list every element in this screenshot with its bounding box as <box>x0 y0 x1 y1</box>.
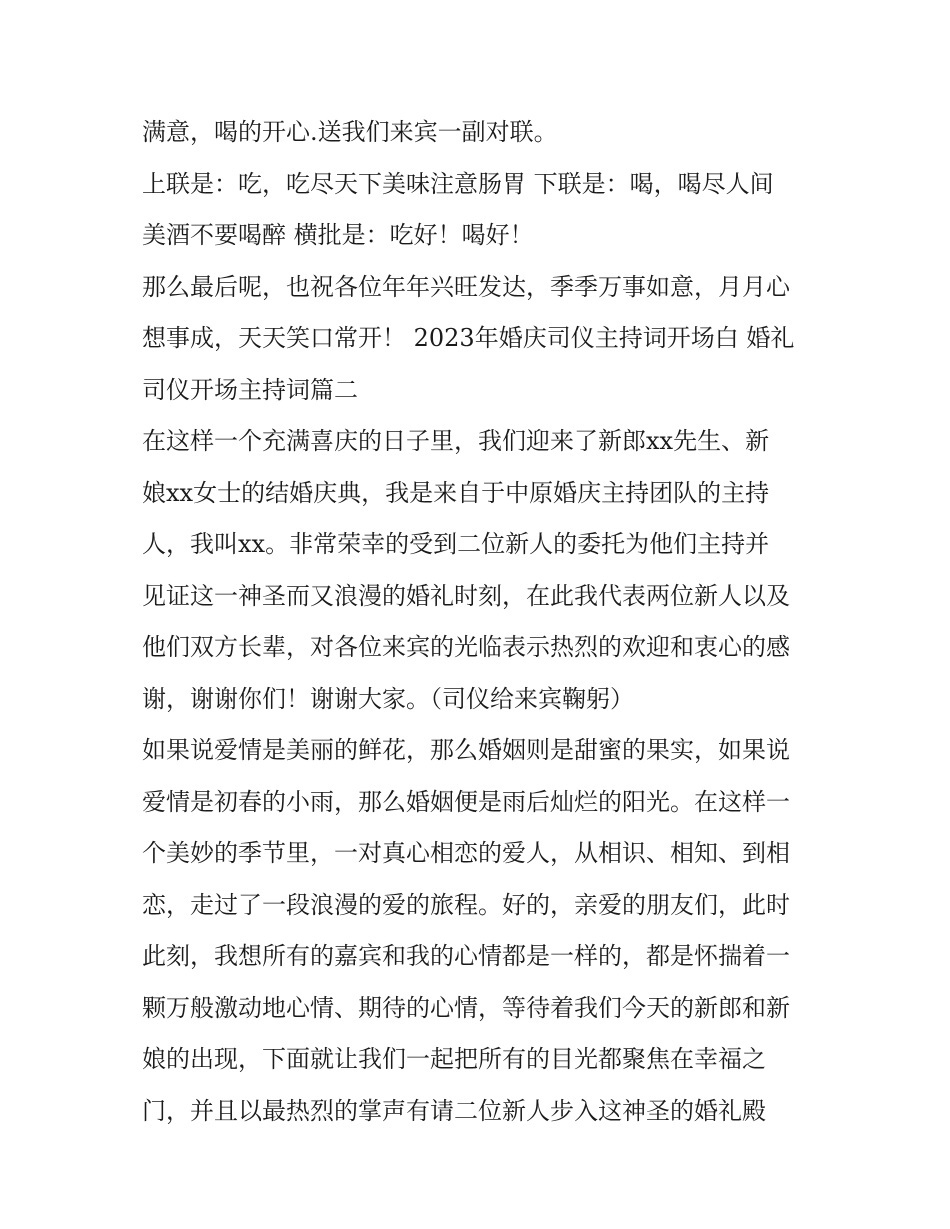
text-line: 那么最后呢，也祝各位年年兴旺发达，季季万事如意，月月心 <box>142 272 790 301</box>
text-line: 如果说爱情是美丽的鲜花，那么婚姻则是甜蜜的果实，如果说 <box>142 736 790 764</box>
text-line: 美酒不要喝醉 横批是：吃好！喝好！ <box>142 221 534 249</box>
text-line: 谢，谢谢你们！谢谢大家。（司仪给来宾鞠躬） <box>142 684 634 713</box>
document-body <box>142 107 818 1137</box>
text-line: 他们双方长辈，对各位来宾的光临表示热烈的欢迎和衷心的感 <box>142 633 790 661</box>
text-line: 娘的出现，下面就让我们一起把所有的目光都聚焦在幸福之 <box>142 1045 766 1073</box>
text-line: 在这样一个充满喜庆的日子里，我们迎来了新郎xx先生、新 <box>142 427 770 455</box>
text-line: 颗万般激动地心情、期待的心情，等待着我们今天的新郎和新 <box>142 993 790 1022</box>
text-line: 司仪开场主持词篇二 <box>142 375 358 404</box>
text-line: 爱情是初春的小雨，那么婚姻便是雨后灿烂的阳光。在这样一 <box>142 787 790 816</box>
text-line: 想事成，天天笑口常开！ 2023年婚庆司仪主持词开场白 婚礼 <box>142 324 795 352</box>
text-line: 满意，喝的开心.送我们来宾一副对联。 <box>142 118 558 146</box>
text-line: 娘xx女士的结婚庆典，我是来自于中原婚庆主持团队的主持 <box>142 478 770 507</box>
text-line: 人，我叫xx。非常荣幸的受到二位新人的委托为他们主持并 <box>142 530 770 558</box>
text-line: 见证这一神圣而又浪漫的婚礼时刻，在此我代表两位新人以及 <box>142 581 790 610</box>
text-line: 此刻，我想所有的嘉宾和我的心情都是一样的，都是怀揣着一 <box>142 942 790 970</box>
text-line: 个美妙的季节里，一对真心相恋的爱人，从相识、相知、到相 <box>142 839 790 867</box>
text-line: 上联是：吃，吃尽天下美味注意肠胃 下联是：喝，喝尽人间 <box>142 169 774 198</box>
text-line: 门，并且以最热烈的掌声有请二位新人步入这神圣的婚礼殿 <box>142 1096 766 1125</box>
text-line: 恋，走过了一段浪漫的爱的旅程。好的，亲爱的朋友们，此时 <box>142 890 790 919</box>
